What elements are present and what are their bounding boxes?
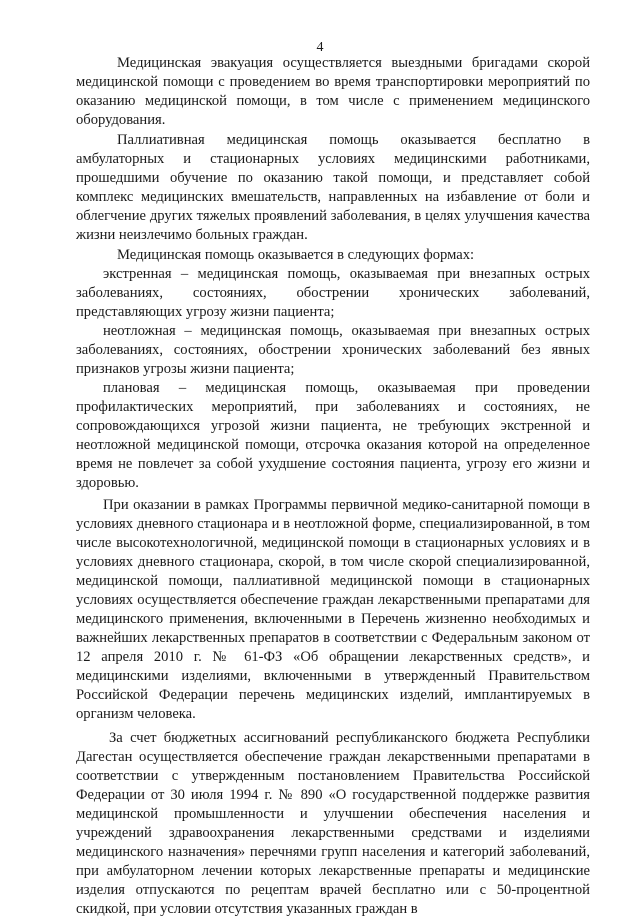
paragraph-republic-budget: За счет бюджетных ассигнований республиканского бюджета Республики Дагестан осуществляется обеспечение граждан лекарственными препаратами в соответствии с утвержденным постановлением Правительства Российской Федерации от 30 июля 1994 г. № 890 «О государственной поддержке развития медицинской промышленности и улучшении обеспечения населения и учреждений здравоохранения лекарственными средствами и изделиями медицинского назначения» перечнями групп населения и категорий заболеваний, при амбулаторном лечении которых лекарственные препараты и медицинские изделия отпускаются по рецептам врачей бесплатно или с 50-процентной скидкой, при условии отсутствия указанных граждан в — [76, 730, 590, 917]
page-number: 4 — [316, 40, 324, 55]
paragraph-drug-provision-program: При оказании в рамках Программы первичной медико-санитарной помощи в условиях дневного стационара и в неотложной форме, специализированной, в том числе высокотехнологичной, медицинской помощи в стационарных условиях и в условиях дневного стационара, скорой, в том числе скорой специализированной, медицинской помощи, паллиативной медицинской помощи в стационарных условиях осуществляется обеспечение граждан лекарственными препаратами для медицинского применения, включенными в Перечень жизненно необходимых и важнейших лекарственных препаратов в соответствии с Федеральным законом от 12 апреля 2010 г. № 61-ФЗ «Об обращении лекарственных средств», и медицинскими изделиями, включенными в утвержденный Правительством Российской Федерации перечень медицинских изделий, имплантируемых в организм человека. — [76, 497, 590, 722]
paragraph-emergency-form: экстренная – медицинская помощь, оказываемая при внезапных острых заболеваниях, состояниях, обострении хронических заболеваний, представляющих угрозу жизни пациента; — [76, 266, 590, 320]
paragraph-forms-intro: Медицинская помощь оказывается в следующих формах: — [117, 247, 475, 263]
paragraph-medical-evacuation: Медицинская эвакуация осуществляется выездными бригадами скорой медицинской помощи с проведением во время транспортировки мероприятий по оказанию медицинской помощи, в том числе с применением медицинского оборудования. — [76, 55, 590, 128]
paragraph-palliative-care: Паллиативная медицинская помощь оказывается бесплатно в амбулаторных и стационарных условиях медицинскими работниками, прошедшими обучение по оказанию такой помощи, и представляет собой комплекс медицинских вмешательств, направленных на избавление от боли и облегчение других тяжелых проявлений заболевания, в целях улучшения качества жизни неизлечимо больных граждан. — [76, 132, 590, 243]
paragraph-urgent-form: неотложная – медицинская помощь, оказываемая при внезапных острых заболеваниях, состояниях, обострении хронических заболеваний без явных признаков угрозы жизни пациента; — [76, 323, 590, 377]
document-body — [76, 54, 590, 919]
paragraph-planned-form: плановая – медицинская помощь, оказываемая при проведении профилактических мероприятий, при заболеваниях и состояниях, не сопровождающихся угрозой жизни пациента, не требующих экстренной и неотложной медицинской помощи, отсрочка оказания которой на определенное время не повлечет за собой ухудшение состояния пациента, угрозу его жизни и здоровью. — [76, 380, 590, 491]
